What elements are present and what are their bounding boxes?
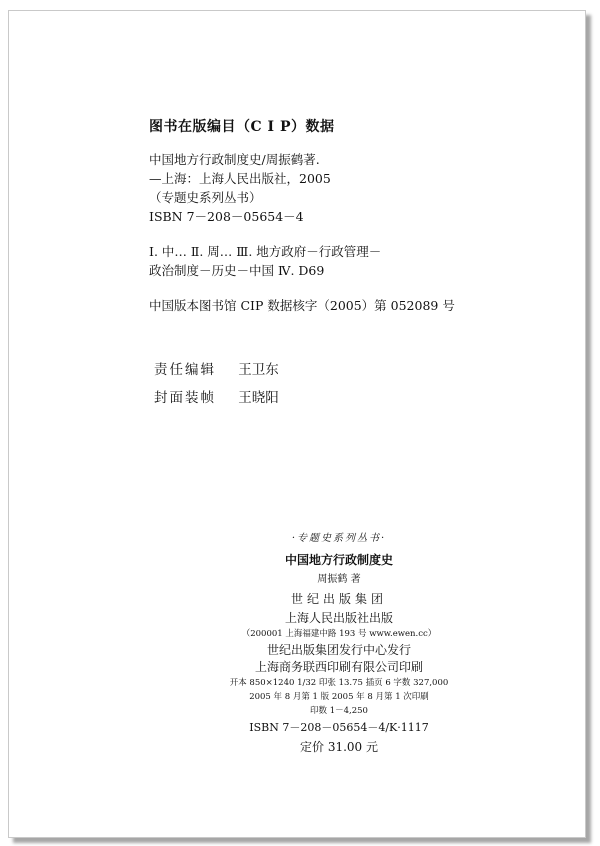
colophon-price: 定价 31.00 元 [300, 740, 378, 754]
cip-book-line: 中国地方行政制度史/周振鹤著. [149, 152, 320, 167]
staff-credits [154, 356, 279, 412]
colophon-press: 上海人民出版社出版 [284, 611, 393, 625]
colophon-printer: 上海商务联西印刷有限公司印刷 [254, 660, 423, 674]
cip-title: 图书在版编目（C I P）数据 [149, 119, 335, 135]
cip-block [149, 116, 569, 315]
cip-subject-line-2: 政治制度－历史－中国 Ⅳ. D69 [149, 263, 325, 278]
colophon-distributor: 世纪出版集团发行中心发行 [266, 643, 411, 657]
book-page [8, 10, 586, 838]
cip-subject-line-1: Ⅰ. 中… Ⅱ. 周… Ⅲ. 地方政府－行政管理－ [149, 244, 382, 259]
cover-design-credit [154, 384, 279, 412]
colophon-specs: 开本 850×1240 1/32 印张 13.75 插页 6 字数 327,000 [229, 678, 449, 688]
colophon-series: ·专题史系列丛书· [291, 533, 387, 544]
cip-publisher-line: —上海：上海人民出版社，2005 [149, 171, 331, 186]
cip-isbn-line: ISBN 7－208－05654－4 [149, 209, 304, 224]
colophon-title: 中国地方行政制度史 [284, 553, 393, 567]
colophon-group: 世纪出版集团 [290, 592, 387, 606]
cip-series-line: （专题史系列丛书） [149, 190, 262, 205]
cover-design-name: 王晓阳 [238, 390, 279, 406]
colophon-isbn: ISBN 7－208－05654－4/K·1117 [249, 721, 429, 734]
cip-number-line: 中国版本图书馆 CIP 数据核字（2005）第 052089 号 [149, 298, 455, 313]
colophon-print-run: 印数 1－4,250 [310, 706, 368, 716]
colophon-author: 周振鹤 著 [317, 574, 361, 585]
cover-design-label: 封面装帧 [154, 390, 216, 406]
editor-credit [154, 356, 279, 384]
colophon-address: （200001 上海福建中路 193 号 www.ewen.cc） [241, 629, 437, 639]
editor-name: 王卫东 [238, 362, 279, 378]
colophon-block [169, 529, 509, 757]
editor-label: 责任编辑 [154, 362, 216, 378]
colophon-edition: 2005 年 8 月第 1 版 2005 年 8 月第 1 次印刷 [249, 692, 429, 702]
